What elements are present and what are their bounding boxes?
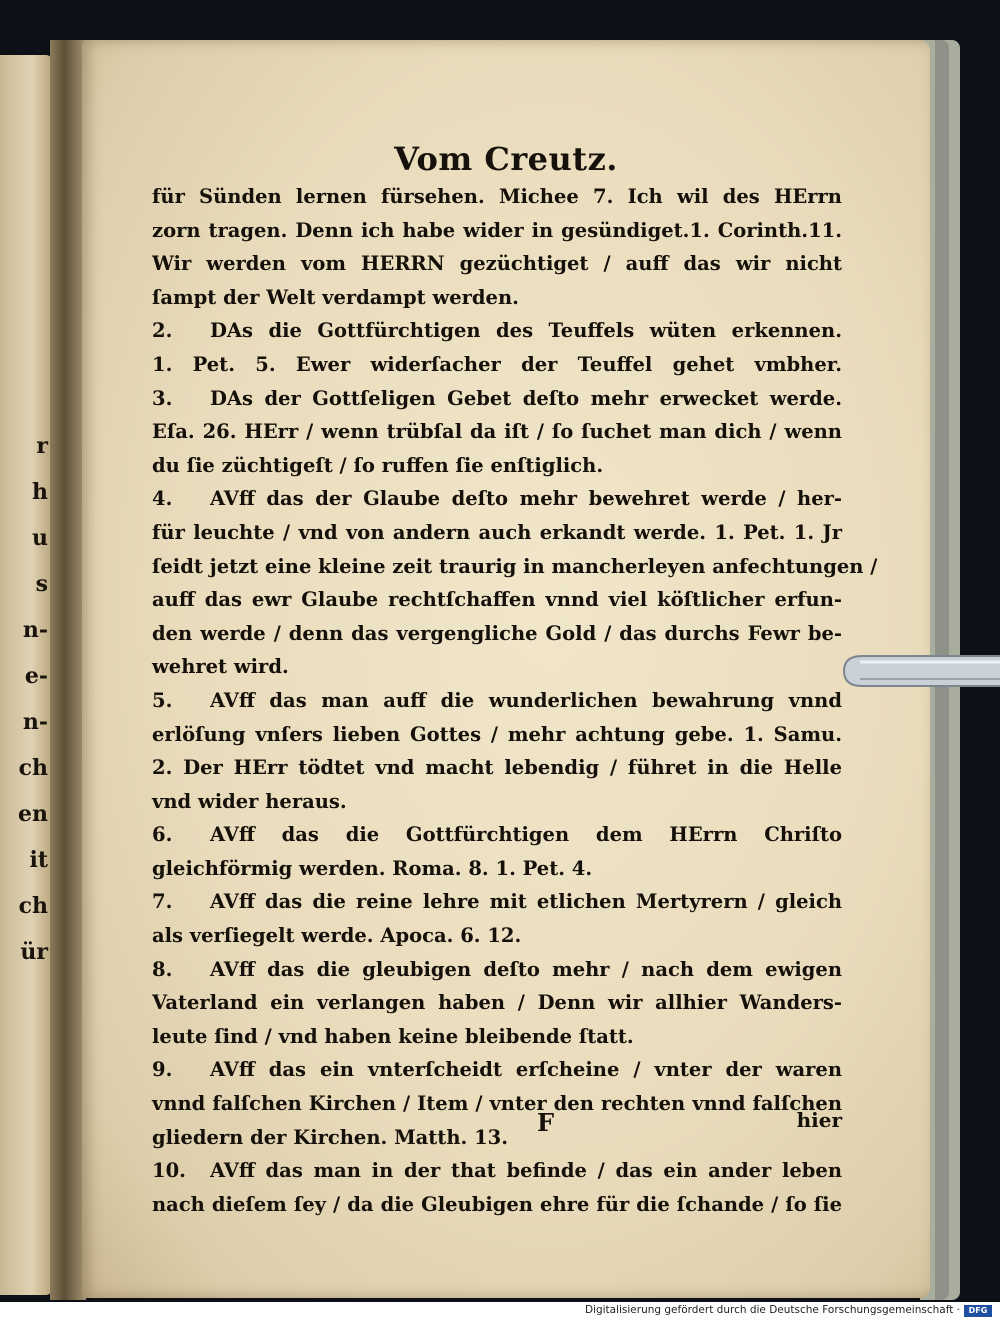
line-text: für Sünden lernen fürsehen. Michee 7. Ich wil des HErrn xyxy=(152,185,842,208)
line-text: AVff das die gleubigen deſto mehr / nach dem ewigen xyxy=(210,957,842,981)
facing-page-fragment: e‑ xyxy=(24,663,48,689)
line-text: als verſiegelt werde. Apoca. 6. 12. xyxy=(152,924,522,948)
line-text: AVff das man auff die wunderlichen bewahrung vnnd xyxy=(210,688,842,712)
line-text: DAs die Gottfürchtigen des Teuffels wüten erkennen. xyxy=(210,319,842,343)
text-line xyxy=(152,314,842,348)
text-line xyxy=(152,415,842,449)
facing-page-fragment: n‑ xyxy=(22,617,48,643)
text-line xyxy=(152,180,842,214)
book-gutter xyxy=(50,40,86,1300)
section-number: 4. xyxy=(152,487,173,511)
text-line xyxy=(152,281,842,315)
line-text: AVff das die reine lehre mit etlichen Mertyrern / gleich xyxy=(210,890,842,914)
facing-page-fragment: en xyxy=(18,801,48,827)
facing-page-fragment: s xyxy=(35,571,48,597)
signature-mark: F xyxy=(537,1108,555,1137)
facing-page-fragment: ch xyxy=(18,755,48,781)
text-line xyxy=(152,718,842,752)
line-text: Wir werden vom HERRN gezüchtiget / auff das wir nicht xyxy=(152,252,842,276)
section-number: 2. xyxy=(152,319,173,343)
text-line xyxy=(152,516,842,550)
text-line xyxy=(152,785,842,819)
line-text: für leuchte / vnd von andern auch erkandt werde. 1. Pet. 1. Jr xyxy=(152,520,842,544)
line-text: gleichförmig werden. Roma. 8. 1. Pet. 4. xyxy=(152,856,593,880)
catchword: hier xyxy=(796,1108,842,1132)
text-line xyxy=(152,852,842,886)
line-text: gliedern der Kirchen. Matth. 13. xyxy=(152,1125,508,1149)
line-text: AVff das man in der that befinde / das ein ander leben xyxy=(210,1159,842,1183)
text-line xyxy=(152,953,842,987)
text-line xyxy=(152,1154,842,1188)
book-page xyxy=(82,40,930,1298)
facing-page-fragment: ch xyxy=(18,893,48,919)
text-line xyxy=(152,382,842,416)
text-line xyxy=(152,1053,842,1087)
line-text: wehret wird. xyxy=(152,655,289,679)
section-number: 5. xyxy=(152,688,173,712)
line-text: Vaterland ein verlangen haben / Denn wir allhier Wanders‑ xyxy=(152,991,842,1015)
line-text: du ſie züchtigeſt / ſo ruffen ſie enſtiglich. xyxy=(152,453,604,477)
text-line xyxy=(152,348,842,382)
line-text: ſampt der Welt verdampt werden. xyxy=(152,285,519,309)
line-text: leute ſind / vnd haben keine bleibende ſtatt. xyxy=(152,1024,634,1048)
line-text: ſeidt jetzt eine kleine zeit traurig in mancherleyen anfechtungen / xyxy=(152,554,878,578)
text-line xyxy=(152,650,842,684)
text-line xyxy=(152,247,842,281)
text-line xyxy=(152,818,842,852)
text-line xyxy=(152,550,878,584)
line-text: vnd wider heraus. xyxy=(152,789,347,813)
line-text: 2. Der HErr tödtet vnd macht lebendig / führet in die Helle xyxy=(152,756,842,780)
section-number: 8. xyxy=(152,957,173,981)
credit-bar xyxy=(0,1302,1000,1320)
facing-page-fragment: n‑ xyxy=(22,709,48,735)
funding-credit: Digitalisierung gefördert durch die Deutsche Forschungsgemeinschaft · xyxy=(584,1304,960,1316)
facing-page-edge xyxy=(0,55,52,1295)
facing-page-fragment: r xyxy=(36,433,48,459)
running-head: Vom Creutz. xyxy=(394,140,618,178)
line-text: AVff das ein vnterſcheidt erſcheine / vnter der waren xyxy=(210,1058,842,1082)
line-text: erlöſung vnſers lieben Gottes / mehr achtung gebe. 1. Samu. xyxy=(152,722,842,746)
line-text: zorn tragen. Denn ich habe wider in gesündiget.1. Corinth.11. xyxy=(152,218,842,242)
text-line xyxy=(152,751,842,785)
text-line xyxy=(152,617,842,651)
text-line xyxy=(152,885,842,919)
line-text: DAs der Gottſeligen Gebet deſto mehr erwecket werde. xyxy=(210,386,842,410)
text-line xyxy=(152,919,842,953)
text-line xyxy=(152,684,842,718)
facing-page-fragment: it xyxy=(29,847,48,873)
text-line xyxy=(152,482,842,516)
facing-page-fragment: u xyxy=(32,525,48,551)
line-text: 1. Pet. 5. Ewer widerſacher der Teuffel gehet vmbher. xyxy=(152,352,842,376)
text-line xyxy=(152,1188,842,1222)
section-number: 6. xyxy=(152,823,173,847)
line-text: den werde / denn das vergengliche Gold / das durchs Fewr be‑ xyxy=(152,621,842,645)
text-line xyxy=(152,986,842,1020)
page-body xyxy=(152,180,878,1221)
section-number: 3. xyxy=(152,386,173,410)
pointer-clip-icon xyxy=(842,652,1000,690)
line-text: Eſa. 26. HErr / wenn trübſal da iſt / ſo ſuchet man dich / wenn xyxy=(152,420,842,444)
section-number: 10. xyxy=(152,1159,186,1183)
line-text: auff das ewr Glaube rechtſchaffen vnnd viel köſtlicher erfun‑ xyxy=(152,588,842,612)
text-line xyxy=(152,214,842,248)
section-number: 7. xyxy=(152,890,173,914)
line-text: AVff das die Gottfürchtigen dem HErrn Chriſto xyxy=(210,823,842,847)
text-line xyxy=(152,583,842,617)
dfg-logo: DFG xyxy=(964,1305,992,1317)
facing-page-fragment: ür xyxy=(20,939,48,965)
section-number: 9. xyxy=(152,1058,173,1082)
page-footer xyxy=(152,1108,842,1142)
line-text: AVff das der Glaube deſto mehr bewehret werde / her‑ xyxy=(210,487,842,511)
facing-page-fragment: h xyxy=(32,479,48,505)
text-line xyxy=(152,1020,842,1054)
line-text: nach dieſem ſey / da die Gleubigen ehre für die ſchande / ſo ſie xyxy=(152,1192,842,1216)
line-text: vnnd falſchen Kirchen / Item / vnter den rechten vnnd falſchen xyxy=(152,1092,842,1116)
text-line xyxy=(152,449,842,483)
